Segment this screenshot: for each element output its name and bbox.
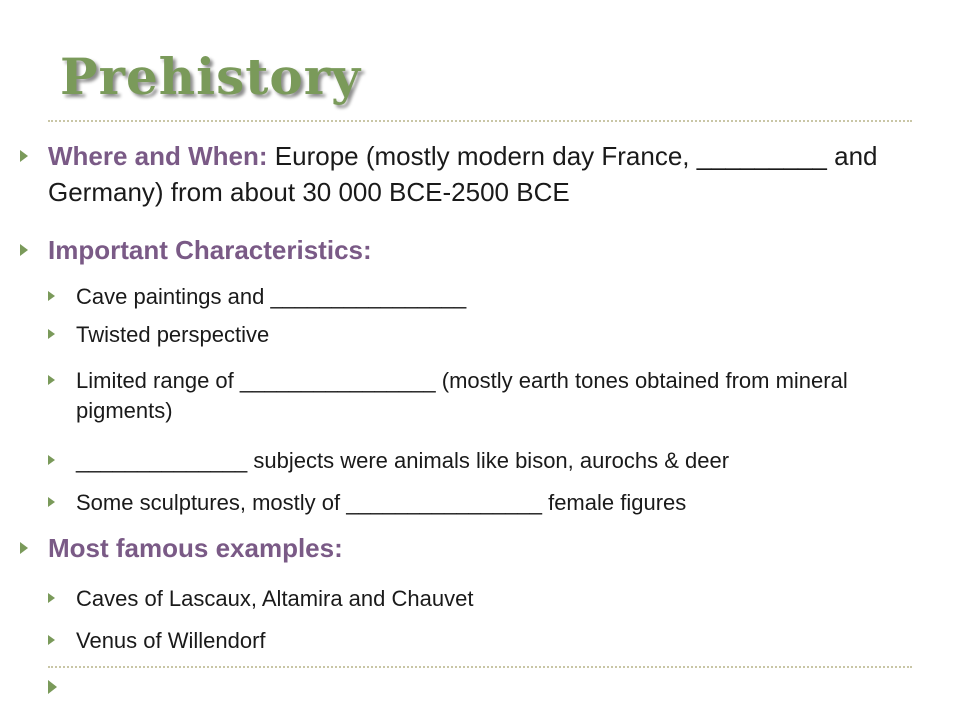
bullet-arrow-icon (20, 542, 28, 554)
bullet-heading: Where and When: (48, 141, 268, 171)
bottom-divider (48, 666, 912, 668)
empty-bullet-arrow-icon (48, 680, 57, 694)
sub-bullet: Caves of Lascaux, Altamira and Chauvet (48, 584, 938, 614)
bullet-arrow-icon (20, 150, 28, 162)
sub-bullet-arrow-icon (48, 497, 55, 507)
sub-bullet-arrow-icon (48, 291, 55, 301)
sub-bullet: Venus of Willendorf (48, 626, 938, 656)
sub-bullet: Cave paintings and ________________ (48, 282, 938, 312)
sub-bullet: Some sculptures, mostly of ________________ female figures (48, 488, 938, 518)
sub-bullet-arrow-icon (48, 635, 55, 645)
bullet-examples (20, 530, 920, 566)
sub-bullet: Twisted perspective (48, 320, 938, 350)
sub-bullet-arrow-icon (48, 375, 55, 385)
top-divider (48, 120, 912, 122)
bullet-heading: Most famous examples: (48, 533, 343, 563)
sub-bullet-arrow-icon (48, 593, 55, 603)
sub-bullet: Limited range of ________________ (mostly earth tones obtained from mineral pigments) (48, 366, 938, 426)
slide-title: Prehistory (60, 47, 362, 106)
bullet-characteristics (20, 232, 920, 268)
sub-bullet-arrow-icon (48, 329, 55, 339)
bullet-arrow-icon (20, 244, 28, 256)
bullet-text: Europe (mostly modern day France, _________ and Germany) from about 30 000 BCE-2500 BCE (48, 141, 878, 207)
bullet-heading: Important Characteristics: (48, 235, 372, 265)
bullet-where-when (20, 138, 920, 210)
sub-bullet: ______________ subjects were animals like bison, aurochs & deer (48, 446, 938, 476)
sub-bullet-arrow-icon (48, 455, 55, 465)
